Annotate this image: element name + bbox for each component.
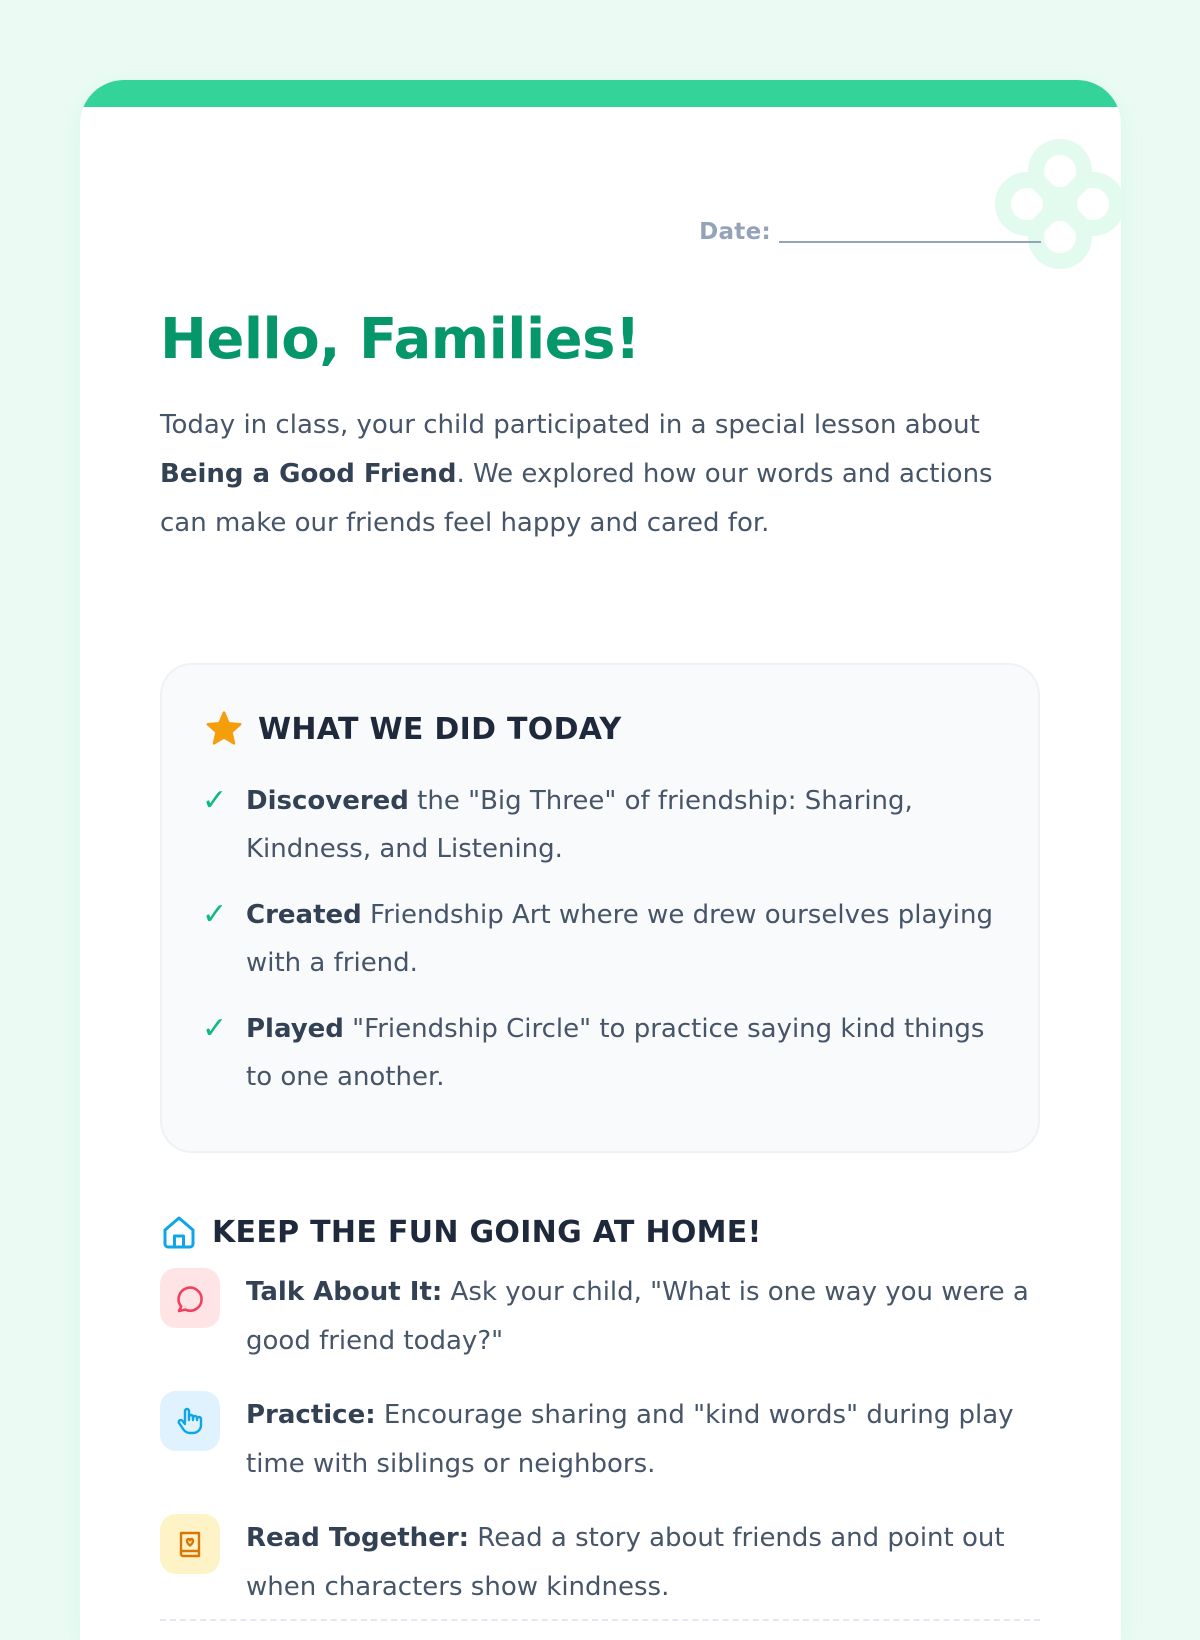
hand-icon-badge bbox=[160, 1391, 220, 1451]
at-home-header bbox=[160, 1213, 762, 1251]
list-item bbox=[202, 777, 1002, 873]
date-blank-line bbox=[779, 241, 1041, 243]
list-item-bold: Discovered bbox=[246, 786, 409, 816]
list-item bbox=[160, 1513, 1040, 1612]
dashed-divider bbox=[160, 1619, 1040, 1621]
list-item-body: "Friendship Circle" to practice saying kind things to one another. bbox=[246, 1014, 985, 1092]
chat-bubble-icon bbox=[174, 1282, 206, 1314]
list-item bbox=[160, 1267, 1040, 1366]
list-item-text bbox=[246, 1267, 1040, 1366]
list-item-text bbox=[246, 777, 1002, 873]
newsletter-card bbox=[80, 80, 1121, 1640]
book-icon bbox=[174, 1528, 206, 1560]
list-item-text bbox=[246, 1005, 1002, 1101]
list-item-body: Friendship Art where we drew ourselves playing with a friend. bbox=[246, 900, 994, 978]
list-item-text bbox=[246, 1390, 1040, 1489]
list-item-bold: Played bbox=[246, 1014, 344, 1044]
house-icon bbox=[160, 1213, 198, 1251]
list-item-body: the "Big Three" of friendship: Sharing, Kindness, and Listening. bbox=[246, 786, 913, 864]
lesson-name: Being a Good Friend bbox=[160, 459, 457, 489]
page-title: Hello, Families! bbox=[160, 307, 641, 372]
checkmark-icon: ✓ bbox=[202, 1011, 228, 1046]
what-we-did-box bbox=[160, 663, 1040, 1153]
list-item-text bbox=[246, 891, 1002, 987]
list-item bbox=[202, 891, 1002, 987]
checkmark-icon: ✓ bbox=[202, 783, 228, 818]
flower-decoration-icon bbox=[985, 129, 1121, 279]
what-we-did-header bbox=[204, 709, 621, 749]
list-item-bold: Practice: bbox=[246, 1400, 376, 1430]
hand-icon bbox=[174, 1405, 206, 1437]
list-item-text bbox=[246, 1513, 1040, 1612]
at-home-heading: KEEP THE FUN GOING AT HOME! bbox=[212, 1214, 762, 1250]
date-field bbox=[699, 219, 1041, 245]
top-accent-band bbox=[80, 80, 1121, 107]
star-icon bbox=[204, 709, 244, 749]
list-item-body: Ask your child, "What is one way you were a good friend today?" bbox=[246, 1277, 1029, 1356]
what-we-did-heading: WHAT WE DID TODAY bbox=[258, 711, 622, 747]
card-body bbox=[80, 107, 1121, 1640]
list-item-bold: Read Together: bbox=[246, 1523, 470, 1553]
date-label: Date: bbox=[699, 219, 771, 245]
chat-bubble-icon-badge bbox=[160, 1268, 220, 1328]
checkmark-icon: ✓ bbox=[202, 897, 228, 932]
list-item-body: Read a story about friends and point out when characters show kindness. bbox=[246, 1523, 1005, 1602]
list-item-bold: Created bbox=[246, 900, 362, 930]
list-item-bold: Talk About It: bbox=[246, 1277, 443, 1307]
intro-paragraph bbox=[160, 401, 1040, 548]
intro-text-after: . We explored how our words and actions can make our friends feel happy and cared for. bbox=[160, 459, 993, 538]
book-icon-badge bbox=[160, 1514, 220, 1574]
list-item bbox=[160, 1390, 1040, 1489]
intro-text-before: Today in class, your child participated in a special lesson about bbox=[160, 410, 980, 440]
list-item bbox=[202, 1005, 1002, 1101]
at-home-list bbox=[160, 1267, 1040, 1636]
what-we-did-list bbox=[202, 777, 1002, 1119]
list-item-body: Encourage sharing and "kind words" during play time with siblings or neighbors. bbox=[246, 1400, 1014, 1479]
